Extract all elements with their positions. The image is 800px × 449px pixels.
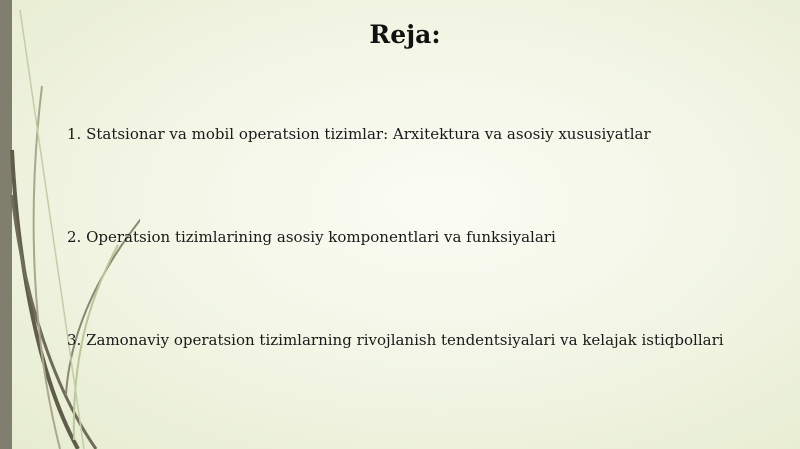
slide-title: Reja: xyxy=(369,20,441,49)
plan-item-2: 2. Operatsion tizimlarining asosiy komponentlari va funksiyalari xyxy=(67,228,556,246)
plan-item-3: 3. Zamonaviy operatsion tizimlarning rivojlanish tendentsiyalari va kelajak istiqbollari xyxy=(67,331,724,349)
grass-decoration xyxy=(0,0,140,449)
plan-item-1: 1. Statsionar va mobil operatsion tizimlar: Arxitektura va asosiy xususiyatlar xyxy=(67,125,651,143)
